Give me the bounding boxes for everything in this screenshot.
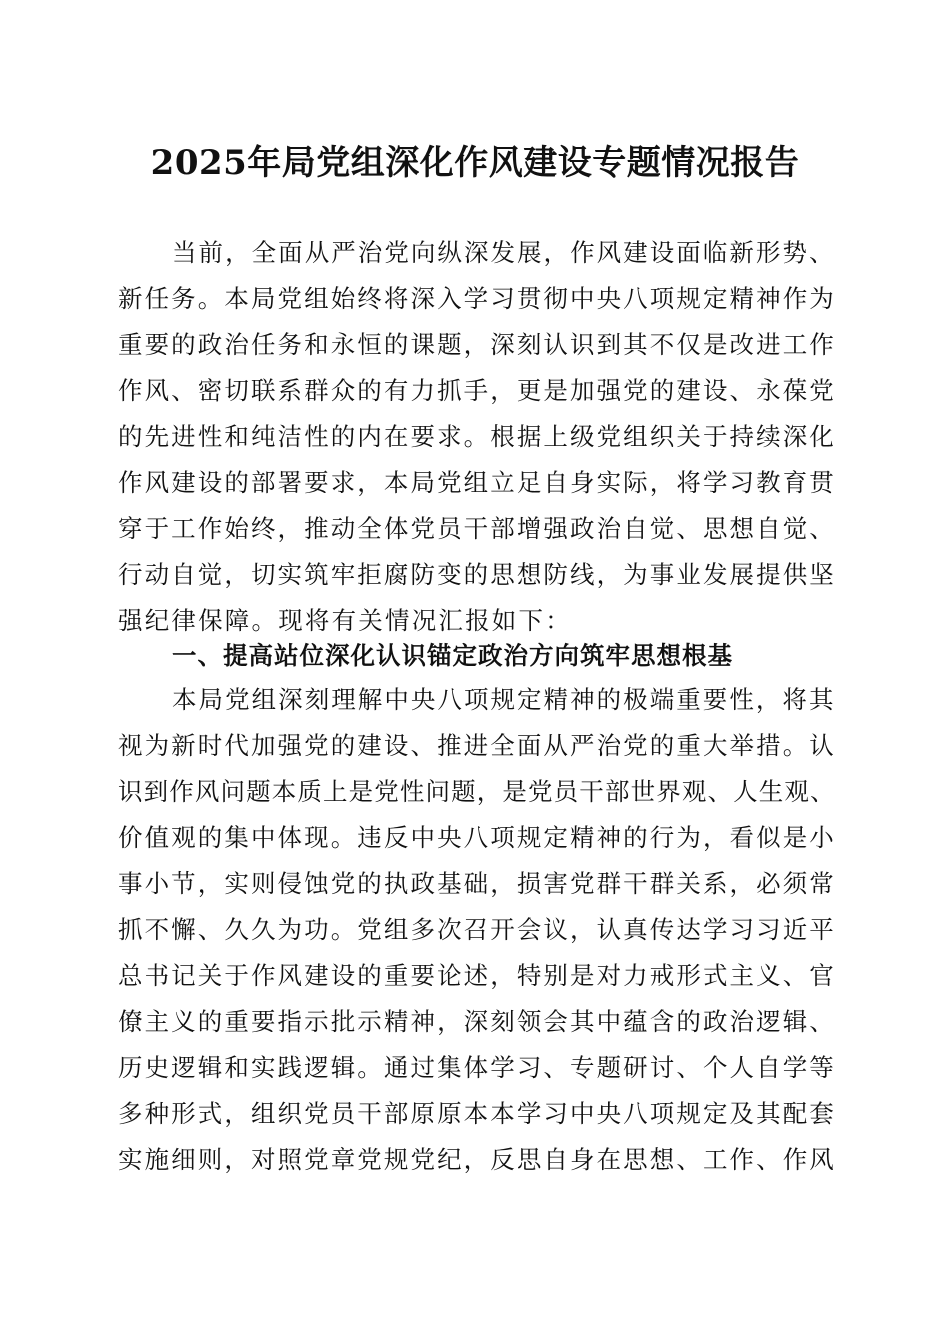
- paragraph1-line: 穿于工作始终，推动全体党员干部增强政治自觉、思想自觉、: [118, 514, 836, 543]
- section1-heading: 一、提高站位深化认识锚定政治方向筑牢思想根基: [172, 641, 733, 670]
- paragraph1-line: 当前，全面从严治党向纵深发展，作风建设面临新形势、: [172, 238, 836, 267]
- paragraph1-line: 行动自觉，切实筑牢拒腐防变的思想防线，为事业发展提供坚: [118, 560, 836, 589]
- paragraph2-line: 本局党组深刻理解中央八项规定精神的极端重要性，将其: [172, 685, 836, 714]
- paragraph2-line: 识到作风问题本质上是党性问题，是党员干部世界观、人生观、: [118, 777, 836, 806]
- paragraph2-line: 总书记关于作风建设的重要论述，特别是对力戒形式主义、官: [118, 961, 836, 990]
- paragraph2-line: 事小节，实则侵蚀党的执政基础，损害党群干群关系，必须常: [118, 869, 836, 898]
- document-title: 2025年局党组深化作风建设专题情况报告: [150, 143, 800, 183]
- paragraph2-line: 抓不懈、久久为功。党组多次召开会议，认真传达学习习近平: [118, 915, 836, 944]
- paragraph1-line: 作风、密切联系群众的有力抓手，更是加强党的建设、永葆党: [118, 376, 836, 405]
- paragraph1-line: 作风建设的部署要求，本局党组立足自身实际，将学习教育贯: [118, 468, 836, 497]
- paragraph2-line: 视为新时代加强党的建设、推进全面从严治党的重大举措。认: [118, 731, 836, 760]
- paragraph1-line: 的先进性和纯洁性的内在要求。根据上级党组织关于持续深化: [118, 422, 836, 451]
- paragraph2-line: 价值观的集中体现。违反中央八项规定精神的行为，看似是小: [118, 823, 836, 852]
- paragraph2-line: 僚主义的重要指示批示精神，深刻领会其中蕴含的政治逻辑、: [118, 1007, 836, 1036]
- paragraph1-line: 重要的政治任务和永恒的课题，深刻认识到其不仅是改进工作: [118, 330, 836, 359]
- paragraph2-line: 多种形式，组织党员干部原原本本学习中央八项规定及其配套: [118, 1099, 836, 1128]
- paragraph1-line: 新任务。本局党组始终将深入学习贯彻中央八项规定精神作为: [118, 284, 836, 313]
- paragraph1-line: 强纪律保障。现将有关情况汇报如下：: [118, 606, 572, 635]
- paragraph2-line: 实施细则，对照党章党规党纪，反思自身在思想、工作、作风: [118, 1145, 836, 1174]
- paragraph2-line: 历史逻辑和实践逻辑。通过集体学习、专题研讨、个人自学等: [118, 1053, 836, 1082]
